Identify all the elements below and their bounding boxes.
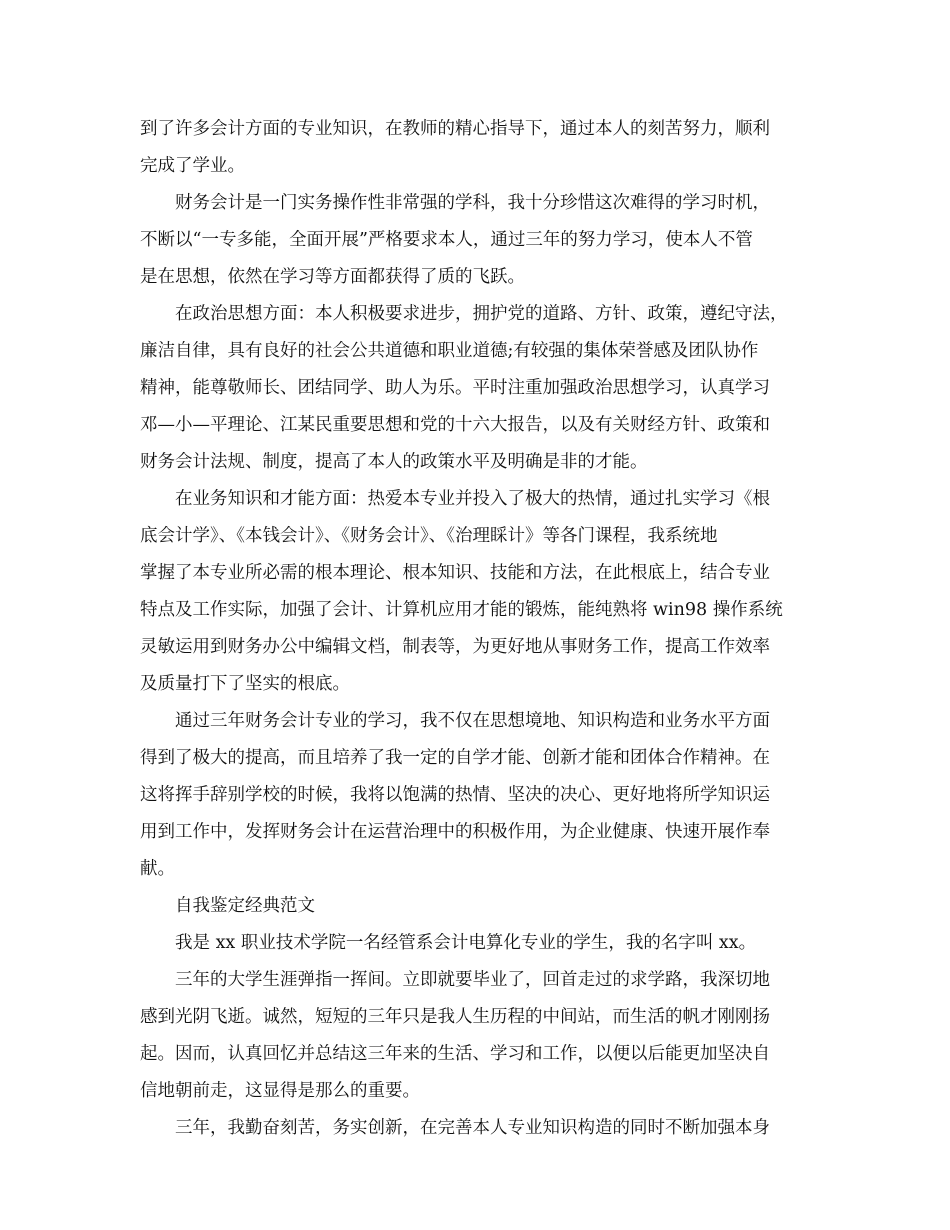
text-line: 邓—小—平理论、江某民重要思想和党的十六大报告，以及有关财经方针、政策和 [140,415,770,435]
text-line: 到了许多会计方面的专业知识，在教师的精心指导下，通过本人的刻苦努力，顺利 [140,119,770,139]
text-line: 通过三年财务会计专业的学习，我不仅在思想境地、知识构造和业务水平方面 [175,711,770,731]
text-line: 用到工作中，发挥财务会计在运营治理中的积极作用，为企业健康、快速开展作奉 [140,822,770,842]
text-line: 在政治思想方面：本人积极要求进步，拥护党的道路、方针、政策，遵纪守法， [175,304,788,324]
text-line: 财务会计法规、制度，提高了本人的政策水平及明确是非的才能。 [140,452,648,472]
text-line: 献。 [140,859,175,879]
text-line: 廉洁自律，具有良好的社会公共道德和职业道德;有较强的集体荣誉感及团队协作 [140,341,759,361]
text-line: 三年，我勤奋刻苦，务实创新，在完善本人专业知识构造的同时不断加强本身 [175,1118,770,1138]
text-line: 完成了学业。 [140,156,245,176]
text-line: 起。因而，认真回忆并总结这三年来的生活、学习和工作，以便以后能更加坚决自 [140,1044,770,1064]
text-line: 财务会计是一门实务操作性非常强的学科，我十分珍惜这次难得的学习时机， [175,193,770,213]
text-line: 我是 xx 职业技术学院一名经管系会计电算化专业的学生，我的名字叫 xx。 [175,933,757,953]
text-line: 特点及工作实际，加强了会计、计算机应用才能的锻炼，能纯熟将 win98 操作系统 [140,600,783,620]
text-line: 不断以“一专多能，全面开展”严格要求本人，通过三年的努力学习，使本人不管 [140,230,753,250]
text-line: 及质量打下了坚实的根底。 [140,674,350,694]
text-line: 是在思想，依然在学习等方面都获得了质的飞跃。 [140,267,525,287]
text-line: 精神，能尊敬师长、团结同学、助人为乐。平时注重加强政治思想学习，认真学习 [140,378,770,398]
text-line: 感到光阴飞逝。诚然，短短的三年只是我人生历程的中间站，而生活的帆才刚刚扬 [140,1007,770,1027]
text-line: 这将挥手辞别学校的时候，我将以饱满的热情、坚决的决心、更好地将所学知识运 [140,785,770,805]
text-line: 掌握了本专业所必需的根本理论、根本知识、技能和方法，在此根底上，结合专业 [140,563,770,583]
text-line: 灵敏运用到财务办公中编辑文档，制表等，为更好地从事财务工作，提高工作效率 [140,637,770,657]
section-heading: 自我鉴定经典范文 [175,896,315,916]
text-line: 信地朝前走，这显得是那么的重要。 [140,1081,420,1101]
text-line: 在业务知识和才能方面：热爱本专业并投入了极大的热情，通过扎实学习《根 [175,489,770,509]
text-line: 三年的大学生涯弹指一挥间。立即就要毕业了，回首走过的求学路，我深切地 [175,970,770,990]
text-line: 得到了极大的提高，而且培养了我一定的自学才能、创新才能和团体合作精神。在 [140,748,770,768]
text-line: 底会计学》、《本钱会计》、《财务会计》、《治理睬计》等各门课程，我系统地 [140,526,718,546]
